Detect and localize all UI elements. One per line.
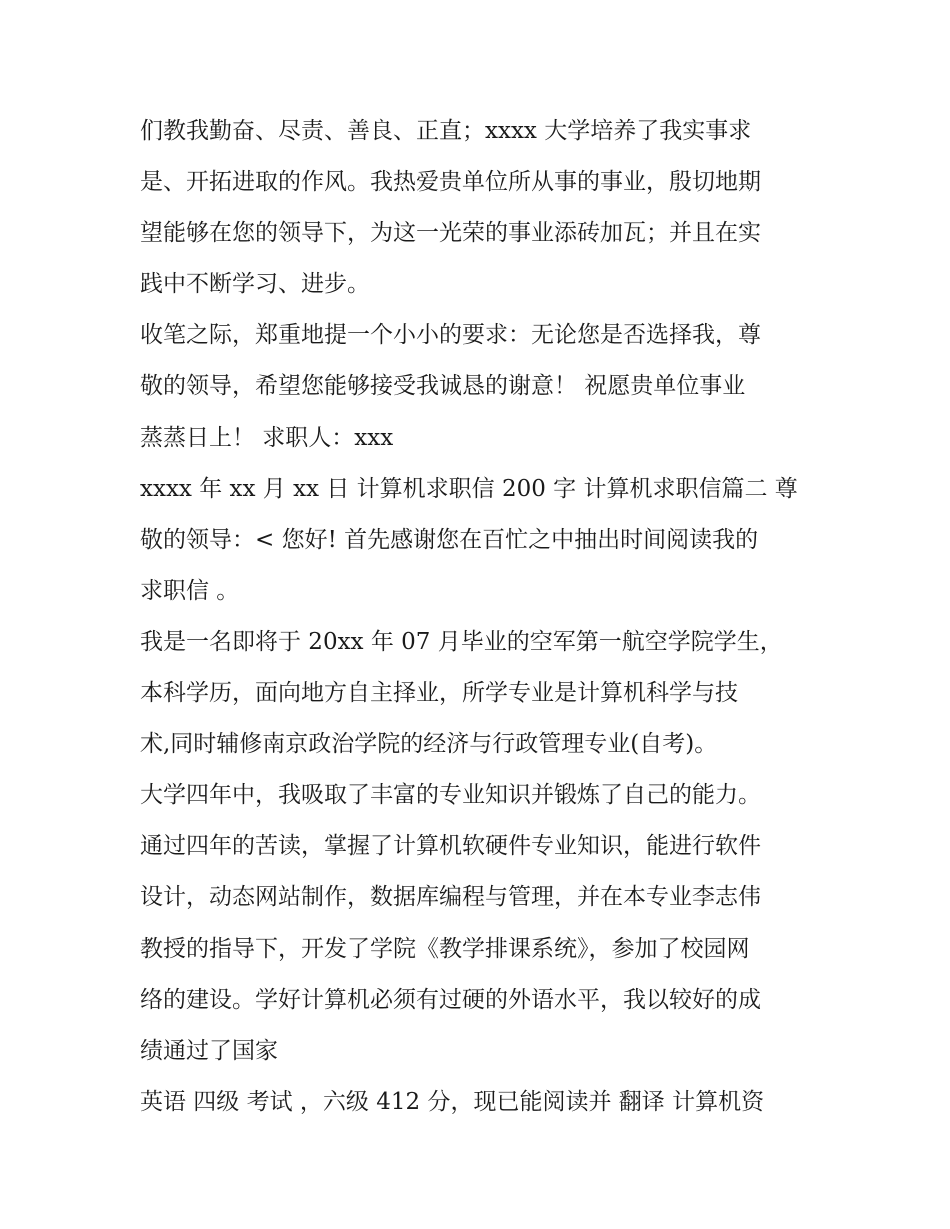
text-line: 求职信 。 (140, 577, 240, 604)
text-line: 络的建设。学好计算机必须有过硬的外语水平，我以较好的成 (140, 986, 761, 1013)
text-line: 术,同时辅修南京政治学院的经济与行政管理专业(自考)。 (140, 731, 718, 758)
document-body (140, 106, 830, 1128)
text-line: 敬的领导：< 您好! 首先感谢您在百忙之中抽出时间阅读我的 (140, 526, 759, 553)
text-line: 敬的领导，希望您能够接受我诚恳的谢意！ 祝愿贵单位事业 (140, 373, 746, 400)
text-line: 大学四年中，我吸取了丰富的专业知识并锻炼了自己的能力。 (140, 782, 761, 809)
text-line: 本科学历，面向地方自主择业，所学专业是计算机科学与技 (140, 680, 738, 707)
text-line: 收笔之际，郑重地提一个小小的要求：无论您是否选择我，尊 (140, 322, 761, 349)
text-line: 通过四年的苦读，掌握了计算机软硬件专业知识，能进行软件 (140, 833, 761, 860)
text-line: 设计，动态网站制作，数据库编程与管理，并在本专业李志伟 (140, 884, 761, 911)
text-line: 教授的指导下，开发了学院《教学排课系统》，参加了校园网 (140, 935, 750, 962)
text-line: 我是一名即将于 20xx 年 07 月毕业的空军第一航空学院学生， (140, 628, 783, 655)
text-line: 望能够在您的领导下，为这一光荣的事业添砖加瓦；并且在实 (140, 220, 761, 247)
text-line: 绩通过了国家 (140, 1037, 278, 1064)
text-line: 践中不断学习、进步。 (140, 271, 370, 298)
text-line: 们教我勤奋、尽责、善良、正直；xxxx 大学培养了我实事求 (140, 118, 752, 144)
text-line: 英语 四级 考试 ，六级 412 分，现已能阅读并 翻译 计算机资 (140, 1088, 765, 1115)
text-line: 蒸蒸日上！ 求职人：xxx (140, 424, 394, 451)
text-line: xxxx 年 xx 月 xx 日 计算机求职信 200 字 计算机求职信篇二 尊 (140, 475, 798, 502)
text-line: 是、开拓进取的作风。我热爱贵单位所从事的事业，殷切地期 (140, 169, 761, 196)
